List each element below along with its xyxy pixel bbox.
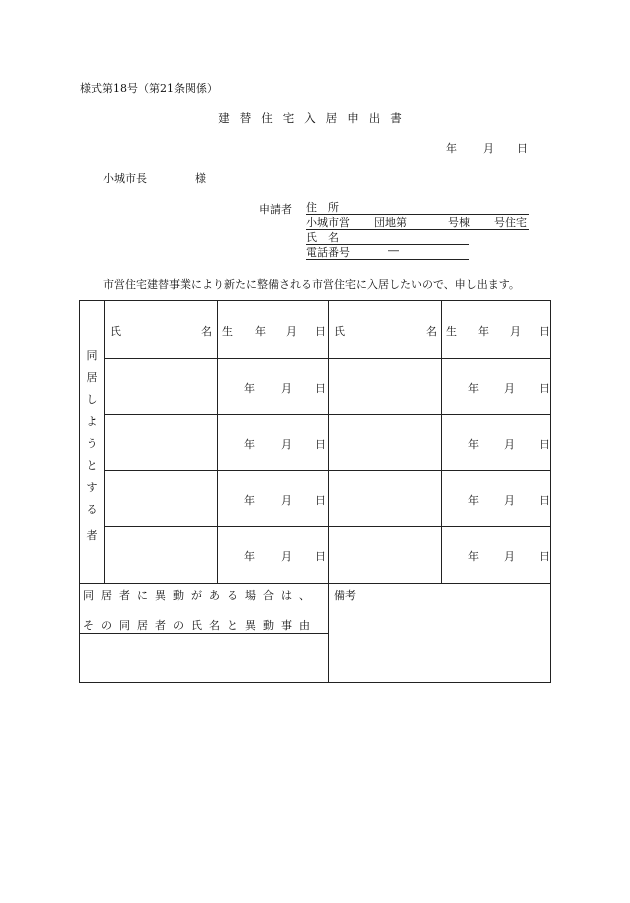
addressee-name: 小城市長 <box>103 172 147 185</box>
phone-label: 電話番号 <box>306 246 350 259</box>
birth-year-unit: 年 <box>244 550 255 563</box>
change-char: が <box>191 589 202 602</box>
birth-month-unit: 月 <box>281 438 292 451</box>
name-field[interactable] <box>306 229 469 245</box>
birth-day-unit: 日 <box>539 438 550 451</box>
change-char: 者 <box>155 619 166 632</box>
form-title: 建替住宅入居申出書 <box>218 111 412 125</box>
header-year: 年 <box>478 325 489 338</box>
header-month: 月 <box>286 325 297 338</box>
header-month: 月 <box>510 325 521 338</box>
header-birth: 生 <box>222 325 233 338</box>
divider <box>217 301 218 584</box>
addressee-honorific: 様 <box>195 172 206 185</box>
change-char: 異 <box>155 589 166 602</box>
complex-prefix: 小城市営 <box>306 216 350 229</box>
header-year: 年 <box>255 325 266 338</box>
change-char: 居 <box>101 589 112 602</box>
birth-day-unit: 日 <box>315 438 326 451</box>
divider <box>104 358 551 359</box>
divider <box>104 301 105 584</box>
phone-dash: ― <box>388 244 399 257</box>
birth-year-unit: 年 <box>244 438 255 451</box>
change-char: 、 <box>299 589 310 602</box>
divider <box>80 633 328 634</box>
change-char: 同 <box>119 619 130 632</box>
header-name-right: 名 <box>426 325 437 338</box>
unit-label: 号住宅 <box>494 216 527 229</box>
change-char: に <box>137 589 148 602</box>
side-char: 居 <box>86 371 98 384</box>
change-char: 由 <box>299 619 310 632</box>
address-field[interactable] <box>306 199 529 215</box>
birth-day-unit: 日 <box>315 382 326 395</box>
change-char: 事 <box>281 619 292 632</box>
divider <box>104 526 551 527</box>
cohabitant-table <box>79 300 551 683</box>
birth-day-unit: 日 <box>539 382 550 395</box>
complex-suffix: 団地第 <box>374 216 407 229</box>
birth-day-unit: 日 <box>539 550 550 563</box>
intro-text: 市営住宅建替事業により新たに整備される市営住宅に入居したいので、申し出ます。 <box>103 278 520 291</box>
birth-year-unit: 年 <box>468 550 479 563</box>
header-name-left: 氏 <box>110 325 121 338</box>
side-char: 同 <box>86 349 98 362</box>
birth-month-unit: 月 <box>504 494 515 507</box>
divider <box>80 583 551 584</box>
birth-year-unit: 年 <box>468 382 479 395</box>
remarks-label: 備考 <box>334 589 356 602</box>
change-char: そ <box>83 619 94 632</box>
side-char: る <box>86 503 98 516</box>
change-char: る <box>227 589 238 602</box>
header-name-left: 氏 <box>334 325 345 338</box>
birth-month-unit: 月 <box>504 382 515 395</box>
header-birth: 生 <box>446 325 457 338</box>
change-char: 場 <box>245 589 256 602</box>
birth-year-unit: 年 <box>244 494 255 507</box>
birth-month-unit: 月 <box>281 382 292 395</box>
birth-year-unit: 年 <box>468 438 479 451</box>
change-char: 動 <box>263 619 274 632</box>
birth-day-unit: 日 <box>315 494 326 507</box>
birth-day-unit: 日 <box>315 550 326 563</box>
change-char: 異 <box>245 619 256 632</box>
change-char: 者 <box>119 589 130 602</box>
name-label: 氏 名 <box>306 231 339 244</box>
header-day: 日 <box>539 325 550 338</box>
birth-year-unit: 年 <box>468 494 479 507</box>
change-char: 動 <box>173 589 184 602</box>
phone-field[interactable] <box>306 244 469 260</box>
birth-month-unit: 月 <box>281 550 292 563</box>
side-char: す <box>86 481 98 494</box>
change-char: 氏 <box>191 619 202 632</box>
change-char: の <box>173 619 184 632</box>
birth-month-unit: 月 <box>281 494 292 507</box>
birth-day-unit: 日 <box>539 494 550 507</box>
side-char: し <box>86 393 98 406</box>
change-char: 同 <box>83 589 94 602</box>
side-char: 者 <box>86 529 98 542</box>
birth-month-unit: 月 <box>504 438 515 451</box>
side-char: よ <box>86 415 98 428</box>
change-char: あ <box>209 589 220 602</box>
change-char: と <box>227 619 238 632</box>
header-day: 日 <box>315 325 326 338</box>
header-name-right: 名 <box>201 325 212 338</box>
birth-year-unit: 年 <box>244 382 255 395</box>
change-char: は <box>281 589 292 602</box>
side-char: う <box>86 437 98 450</box>
divider <box>104 414 551 415</box>
divider <box>104 470 551 471</box>
address-label: 住 所 <box>306 201 339 214</box>
change-char: 名 <box>209 619 220 632</box>
day-label: 日 <box>517 142 528 155</box>
change-char: 居 <box>137 619 148 632</box>
divider <box>441 301 442 584</box>
month-label: 月 <box>483 142 494 155</box>
form-number: 様式第18号（第21条関係） <box>80 82 218 95</box>
side-char: と <box>86 459 98 472</box>
applicant-label: 申請者 <box>259 203 292 216</box>
change-char: の <box>101 619 112 632</box>
building-label: 号棟 <box>448 216 470 229</box>
birth-month-unit: 月 <box>504 550 515 563</box>
change-char: 合 <box>263 589 274 602</box>
housing-field[interactable] <box>306 214 529 230</box>
year-label: 年 <box>446 142 457 155</box>
